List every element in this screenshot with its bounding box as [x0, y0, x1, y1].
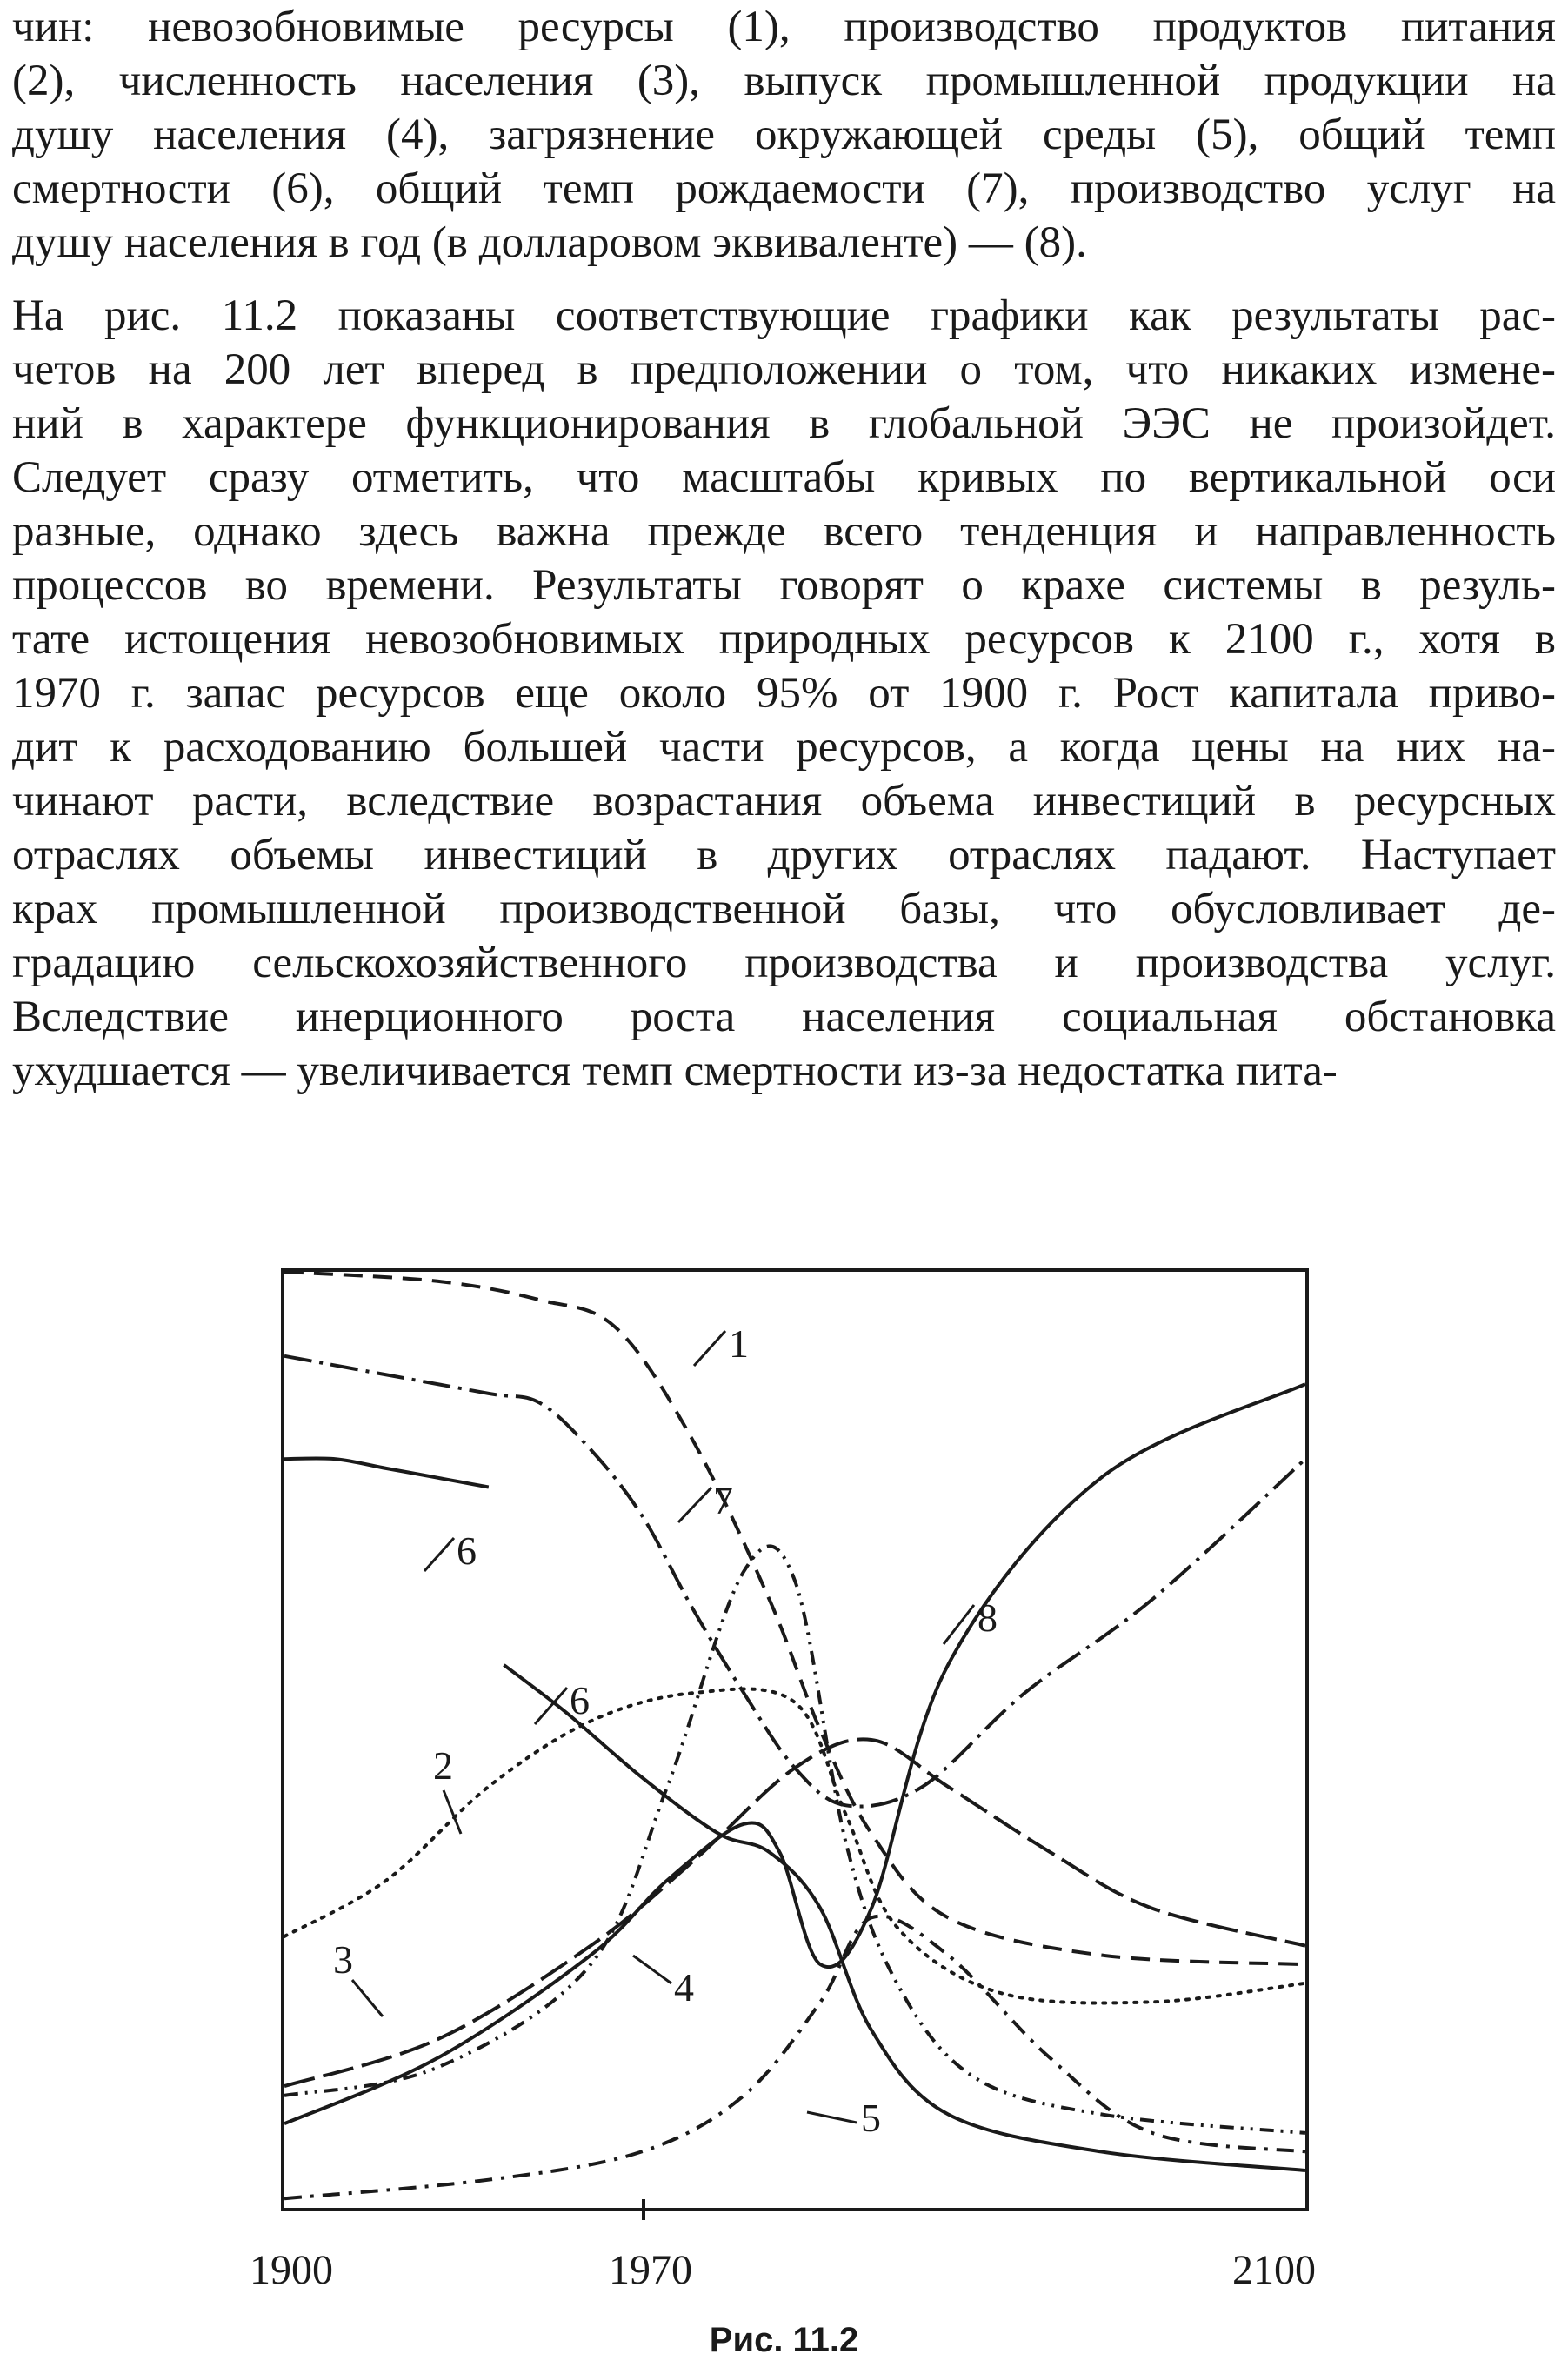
series-line-8 — [284, 1546, 1305, 2133]
curve-label-5: 5 — [861, 2096, 881, 2140]
text-line: душу населения в год (в долларовом эквиваленте) — (8). — [12, 218, 1087, 267]
label-leader-line — [352, 1980, 383, 2016]
text-line: На рис. 11.2 показаны соответствующие графики как результаты рас- — [12, 291, 1556, 340]
text-line: 1970 г. запас ресурсов еще около 95% от 1900 г. Рост капитала приво- — [12, 669, 1556, 718]
text-line: дит к расходованию большей части ресурсов, а когда цены на них на- — [12, 723, 1556, 772]
text-line: Следует сразу отметить, что масштабы кривых по вертикальной оси — [12, 453, 1556, 502]
text-line: чин: невозобновимые ресурсы (1), производство продуктов питания — [12, 3, 1556, 51]
figure-chart — [0, 1235, 1568, 2314]
curve-label-2: 2 — [433, 1743, 453, 1788]
curve-label-8: 8 — [977, 1595, 998, 1640]
series-line-2 — [284, 1689, 1305, 2003]
label-leader-line — [444, 1790, 461, 1834]
curve-label-1: 1 — [729, 1321, 749, 1366]
text-line: четов на 200 лет вперед в предположении о том, что никаких измене- — [12, 345, 1556, 394]
label-leader-line — [807, 2112, 857, 2123]
x-tick-label: 2100 — [1232, 2247, 1316, 2293]
series-line-6 — [284, 1458, 489, 1487]
label-leader-line — [678, 1488, 711, 1522]
curve-label-4: 4 — [674, 1965, 694, 2010]
text-line: разные, однако здесь важна прежде всего тенденция и направленность — [12, 507, 1556, 556]
text-line: отраслях объемы инвестиций в других отраслях падают. Наступает — [12, 831, 1556, 879]
body-text — [12, 0, 1556, 1098]
text-line: ухудшается — увеличивается темп смертности из-за недостатка пита- — [12, 1047, 1338, 1095]
x-tick-label: 1970 — [609, 2247, 692, 2293]
curve-label-6-late: 6 — [570, 1678, 590, 1722]
series-line-1 — [284, 1272, 1305, 1964]
text-line: смертности (6), общий темп рождаемости (7), производство услуг на — [12, 164, 1556, 213]
text-line: чинают расти, вследствие возрастания объема инвестиций в ресурсных — [12, 777, 1556, 826]
text-line: процессов во времени. Результаты говорят о крахе системы в резуль- — [12, 561, 1556, 610]
text-line: (2), численность населения (3), выпуск промышленной продукции на — [12, 57, 1556, 105]
curve-label-7: 7 — [713, 1478, 733, 1522]
label-leader-line — [424, 1538, 454, 1571]
label-leader-line — [633, 1956, 671, 1983]
x-tick-label: 1900 — [250, 2247, 333, 2293]
text-line: градацию сельскохозяйственного производства и производства услуг. — [12, 939, 1556, 987]
curve-label-3: 3 — [333, 1937, 353, 1982]
paragraph-1 — [12, 0, 1556, 270]
text-line: тате истощения невозобновимых природных ресурсов к 2100 г., хотя в — [12, 615, 1556, 664]
paragraph-2 — [12, 289, 1556, 1098]
text-line: душу населения (4), загрязнение окружающей среды (5), общий темп — [12, 110, 1556, 159]
plot-frame — [283, 1270, 1307, 2210]
figure-caption: Рис. 11.2 — [709, 2321, 859, 2359]
text-line: крах промышленной производственной базы, что обусловливает де- — [12, 885, 1556, 933]
text-line: Вследствие инерционного роста населения социальная обстановка — [12, 993, 1556, 1041]
text-line: ний в характере функционирования в глобальной ЭЭС не произойдет. — [12, 399, 1556, 448]
label-leader-line — [694, 1331, 725, 1366]
curve-label-6-early: 6 — [457, 1528, 477, 1573]
series-line-3 — [284, 1739, 1305, 2086]
